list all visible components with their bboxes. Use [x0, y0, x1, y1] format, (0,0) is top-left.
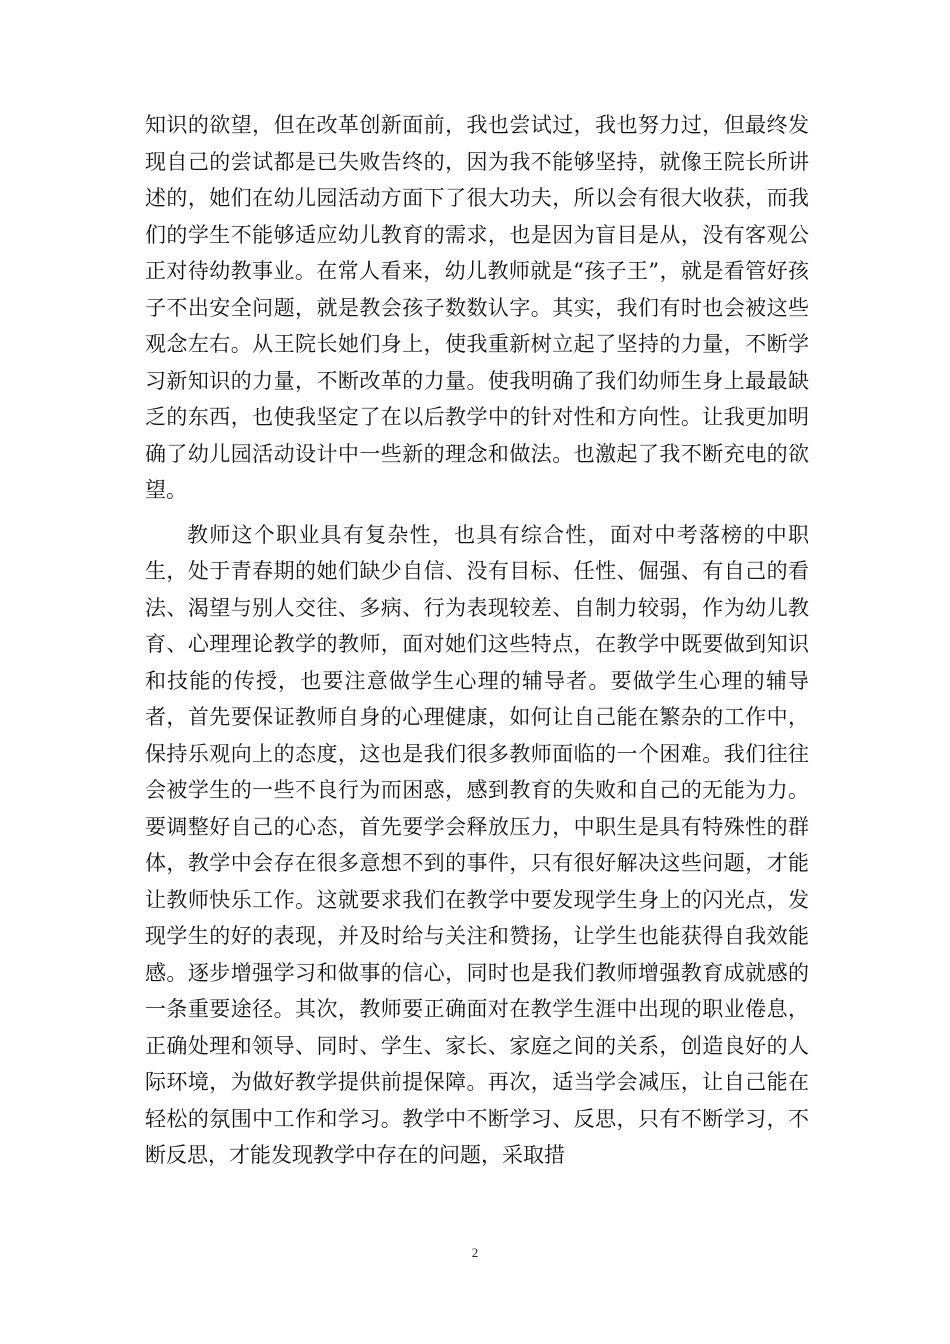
page-number: 2: [471, 1245, 479, 1260]
body-text: [145, 107, 809, 1174]
paragraph-teacher-profession: 教师这个职业具有复杂性，也具有综合性，面对中考落榜的中职生，处于青春期的她们缺少自信、没有目标、任性、倔强、有自己的看法、渴望与别人交往、多病、行为表现较差、自制力较弱，作为幼儿教育、心理理论教学的教师，面对她们这些特点，在教学中既要做到知识和技能的传授，也要注意做学生心理的辅导者。要做学生心理的辅导者，首先要保证教师自身的心理健康，如何让自己能在繁杂的工作中，保持乐观向上的态度，这也是我们很多教师面临的一个困难。我们往往会被学生的一些不良行为而困惑，感到教育的失败和自己的无能为力。要调整好自己的心态，首先要学会释放压力，中职生是具有特殊性的群体，教学中会存在很多意想不到的事件，只有很好解决这些问题，才能让教师快乐工作。这就要求我们在教学中要发现学生身上的闪光点，发现学生的好的表现，并及时给与关注和赞扬，让学生也能获得自我效能感。逐步增强学习和做事的信心，同时也是我们教师增强教育成就感的一条重要途径。其次，教师要正确面对在教学生涯中出现的职业倦息，正确处理和领导、同时、学生、家长、家庭之间的关系，创造良好的人际环境，为做好教学提供前提保障。再次，适当学会减压，让自己能在轻松的氛围中工作和学习。教学中不断学习、反思，只有不断学习，不断反思，才能发现教学中存在的问题，采取措: [145, 522, 809, 1167]
paragraph-continuation: 知识的欲望，但在改革创新面前，我也尝试过，我也努力过，但最终发现自己的尝试都是已失败告终的，因为我不能够坚持，就像王院长所讲述的，她们在幼儿园活动方面下了很大功夫，所以会有很大收获，而我们的学生不能够适应幼儿教育的需求，也是因为盲目是从，没有客观公正对待幼教事业。在常人看来，幼儿教师就是“孩子王”，就是看管好孩子不出安全问题，就是教会孩子数数认字。其实，我们有时也会被这些观念左右。从王院长她们身上，使我重新树立起了坚持的力量，不断学习新知识的力量，不断改革的力量。使我明确了我们幼师生身上最最缺乏的东西，也使我坚定了在以后教学中的针对性和方向性。让我更加明确了幼儿园活动设计中一些新的理念和做法。也激起了我不断充电的欲望。: [145, 113, 809, 502]
